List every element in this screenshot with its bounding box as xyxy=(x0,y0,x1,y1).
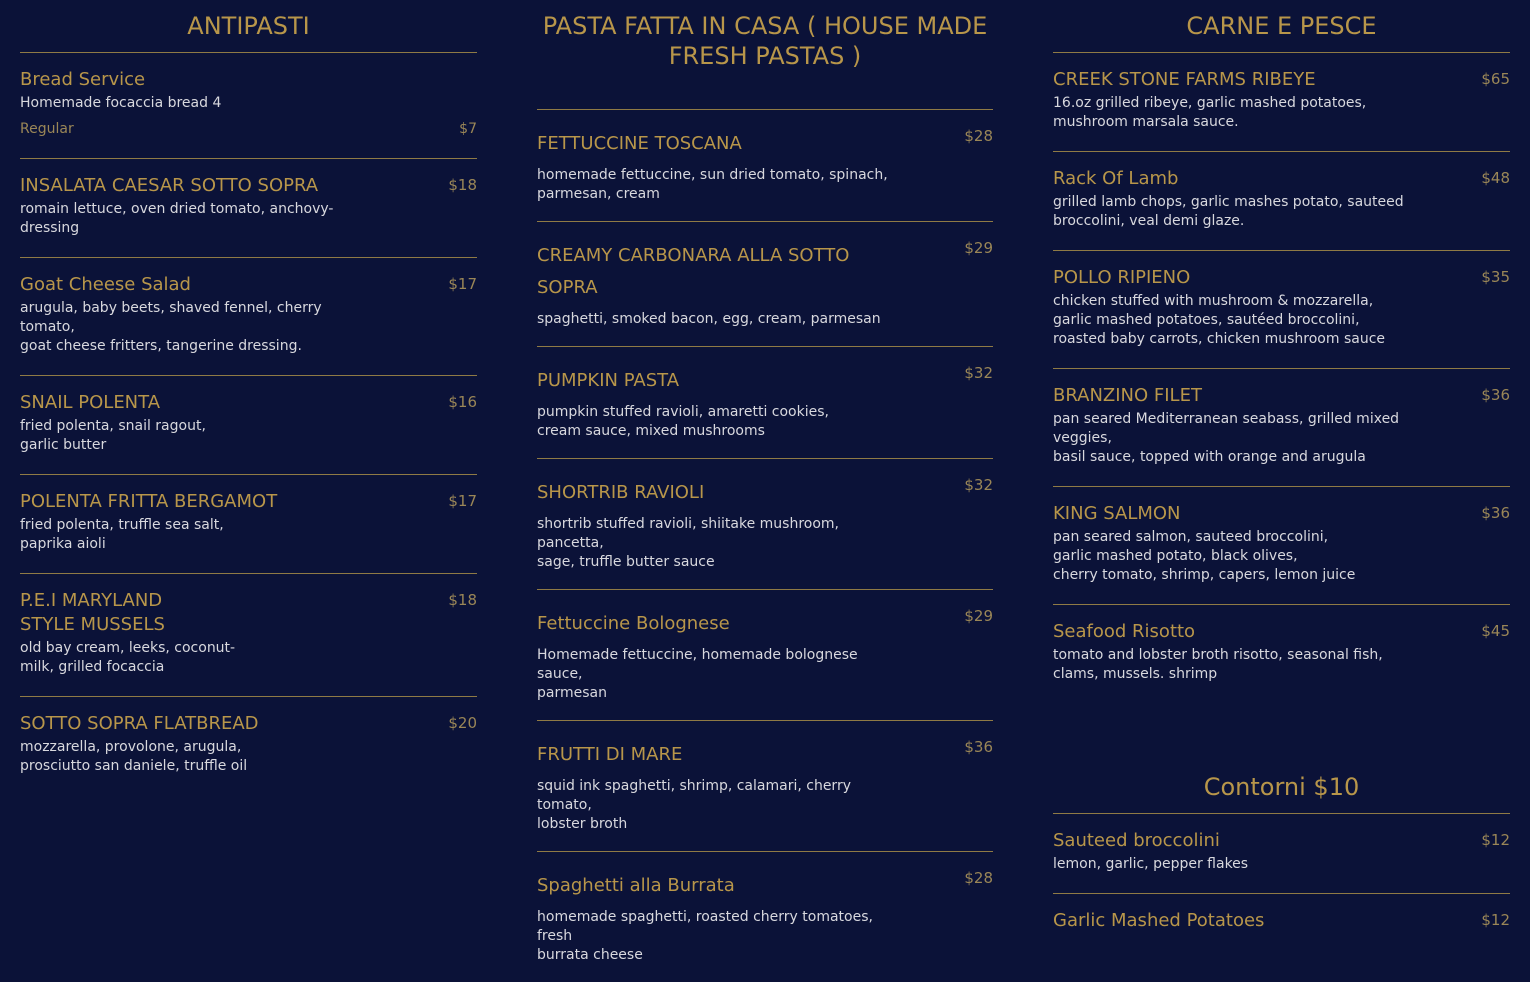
menu-item-description: chicken stuffed with mushroom & mozzarella, garlic mashed potatoes, sautéed broccolini, roasted baby carrots, chicken mushroom sauce xyxy=(1053,293,1386,347)
menu-item-description: squid ink spaghetti, shrimp, calamari, cherry tomato, lobster broth xyxy=(537,778,851,832)
menu-item-price: $17 xyxy=(448,492,477,510)
menu-item-description: Homemade fettuccine, homemade bolognese sauce, parmesan xyxy=(537,647,858,701)
menu-item xyxy=(20,53,477,159)
antipasti-list xyxy=(20,53,477,795)
menu-item xyxy=(537,721,993,852)
menu-item-name: Rack Of Lamb xyxy=(1053,168,1179,189)
menu-item xyxy=(20,376,477,475)
menu-item-name: P.E.I MARYLAND STYLE MUSSELS xyxy=(20,590,165,635)
menu-item-description: arugula, baby beets, shaved fennel, cherry tomato, goat cheese fritters, tangerine dressing. xyxy=(20,300,322,354)
pasta-list xyxy=(537,110,993,982)
menu-item-price: $17 xyxy=(448,275,477,293)
contorni-list xyxy=(1053,814,1510,952)
menu-item-price: $36 xyxy=(1481,386,1510,404)
menu-item-price: $28 xyxy=(964,127,993,145)
antipasti-section xyxy=(20,0,477,795)
menu-item-name: CREEK STONE FARMS RIBEYE xyxy=(1053,69,1316,90)
menu-item-name: POLENTA FRITTA BERGAMOT xyxy=(20,491,278,512)
menu-item-name: SHORTRIB RAVIOLI xyxy=(537,482,705,503)
menu-item xyxy=(1053,53,1510,152)
menu-item-price: $12 xyxy=(1481,831,1510,849)
menu-item-description: grilled lamb chops, garlic mashes potato, sauteed broccolini, veal demi glaze. xyxy=(1053,194,1404,229)
menu-item-name: Seafood Risotto xyxy=(1053,621,1196,642)
menu-item-name: SNAIL POLENTA xyxy=(20,392,161,413)
menu-item-name: Goat Cheese Salad xyxy=(20,274,191,295)
menu-item-name: CREAMY CARBONARA ALLA SOTTO SOPRA xyxy=(537,245,850,298)
menu-item-description: pumpkin stuffed ravioli, amaretti cookies, cream sauce, mixed mushrooms xyxy=(537,404,829,439)
menu-item xyxy=(537,222,993,347)
menu-item-price: $45 xyxy=(1481,622,1510,640)
menu-item xyxy=(20,574,477,697)
menu-item xyxy=(537,110,993,222)
menu-item xyxy=(1053,487,1510,605)
menu-item-description: romain lettuce, oven dried tomato, anchovy- dressing xyxy=(20,201,334,236)
menu-item-name: INSALATA CAESAR SOTTO SOPRA xyxy=(20,175,319,196)
menu-item-name: Spaghetti alla Burrata xyxy=(537,875,735,896)
variant-price: $7 xyxy=(459,121,477,137)
menu-item xyxy=(537,347,993,459)
menu-item-description: homemade spaghetti, roasted cherry tomatoes, fresh burrata cheese xyxy=(537,909,873,963)
menu-item xyxy=(20,258,477,376)
menu-item xyxy=(537,852,993,982)
menu-item-price: $20 xyxy=(448,714,477,732)
menu-item-description: lemon, garlic, pepper flakes xyxy=(1053,856,1249,872)
menu-item-name: FRUTTI DI MARE xyxy=(537,744,683,765)
menu-item-name: POLLO RIPIENO xyxy=(1053,267,1191,288)
carne-section xyxy=(1053,0,1510,952)
menu-item-price: $18 xyxy=(448,591,477,609)
menu-item xyxy=(20,159,477,258)
menu-item xyxy=(537,590,993,721)
menu-item-description: fried polenta, truffle sea salt, paprika aioli xyxy=(20,517,224,552)
menu-item-price: $28 xyxy=(964,869,993,887)
section-title-carne: CARNE E PESCE xyxy=(1053,0,1510,53)
menu-item-description: mozzarella, provolone, arugula, prosciutto san daniele, truffle oil xyxy=(20,739,248,774)
menu-item-price: $29 xyxy=(964,607,993,625)
menu-item-name: Garlic Mashed Potatoes xyxy=(1053,910,1265,931)
variant-label: Regular xyxy=(20,121,74,137)
menu-item-price: $32 xyxy=(964,476,993,494)
menu-item-name: Bread Service xyxy=(20,69,146,90)
menu-item xyxy=(1053,605,1510,703)
menu-item-price: $35 xyxy=(1481,268,1510,286)
pasta-section xyxy=(537,0,993,982)
menu-item-price: $18 xyxy=(448,176,477,194)
menu-item-price: $36 xyxy=(1481,504,1510,522)
menu-item-name: PUMPKIN PASTA xyxy=(537,370,680,391)
menu-item-variant xyxy=(20,120,477,139)
menu-item-description: shortrib stuffed ravioli, shiitake mushroom, pancetta, sage, truffle butter sauce xyxy=(537,516,839,570)
menu-item xyxy=(20,475,477,574)
menu-item-name: KING SALMON xyxy=(1053,503,1181,524)
menu-item xyxy=(1053,251,1510,369)
menu-item-price: $12 xyxy=(1481,911,1510,929)
menu-item-name: SOTTO SOPRA FLATBREAD xyxy=(20,713,259,734)
menu-item-description: fried polenta, snail ragout, garlic butter xyxy=(20,418,206,453)
menu-item xyxy=(1053,152,1510,251)
menu-item-description: spaghetti, smoked bacon, egg, cream, parmesan xyxy=(537,311,881,327)
menu-item-price: $48 xyxy=(1481,169,1510,187)
section-title-antipasti: ANTIPASTI xyxy=(20,0,477,53)
menu-item xyxy=(1053,814,1510,894)
menu-item-description: Homemade focaccia bread 4 xyxy=(20,95,222,111)
menu-item-description: 16.oz grilled ribeye, garlic mashed potatoes, mushroom marsala sauce. xyxy=(1053,95,1367,130)
menu-item xyxy=(537,459,993,590)
section-title-pasta: PASTA FATTA IN CASA ( HOUSE MADE FRESH PASTAS ) xyxy=(537,0,993,110)
menu-item xyxy=(1053,369,1510,487)
menu-item-price: $32 xyxy=(964,364,993,382)
menu-item-price: $16 xyxy=(448,393,477,411)
menu-item-description: homemade fettuccine, sun dried tomato, spinach, parmesan, cream xyxy=(537,167,888,202)
section-title-contorni: Contorni $10 xyxy=(1053,761,1510,814)
menu-item-price: $65 xyxy=(1481,70,1510,88)
menu-item xyxy=(1053,894,1510,952)
menu-item-name: FETTUCCINE TOSCANA xyxy=(537,133,742,154)
menu-item-description: pan seared salmon, sauteed broccolini, garlic mashed potato, black olives, cherry tomato, shrimp, capers, lemon juice xyxy=(1053,529,1356,583)
menu-item-name: Sauteed broccolini xyxy=(1053,830,1220,851)
menu-item-description: pan seared Mediterranean seabass, grilled mixed veggies, basil sauce, topped with orange and arugula xyxy=(1053,411,1400,465)
menu-item-price: $36 xyxy=(964,738,993,756)
menu-item-description: old bay cream, leeks, coconut- milk, grilled focaccia xyxy=(20,640,236,675)
menu-item xyxy=(20,697,477,795)
menu-item-price: $29 xyxy=(964,239,993,257)
carne-list xyxy=(1053,53,1510,703)
menu-item-name: BRANZINO FILET xyxy=(1053,385,1202,406)
menu-item-name: Fettuccine Bolognese xyxy=(537,613,730,634)
menu-item-description: tomato and lobster broth risotto, seasonal fish, clams, mussels. shrimp xyxy=(1053,647,1383,682)
